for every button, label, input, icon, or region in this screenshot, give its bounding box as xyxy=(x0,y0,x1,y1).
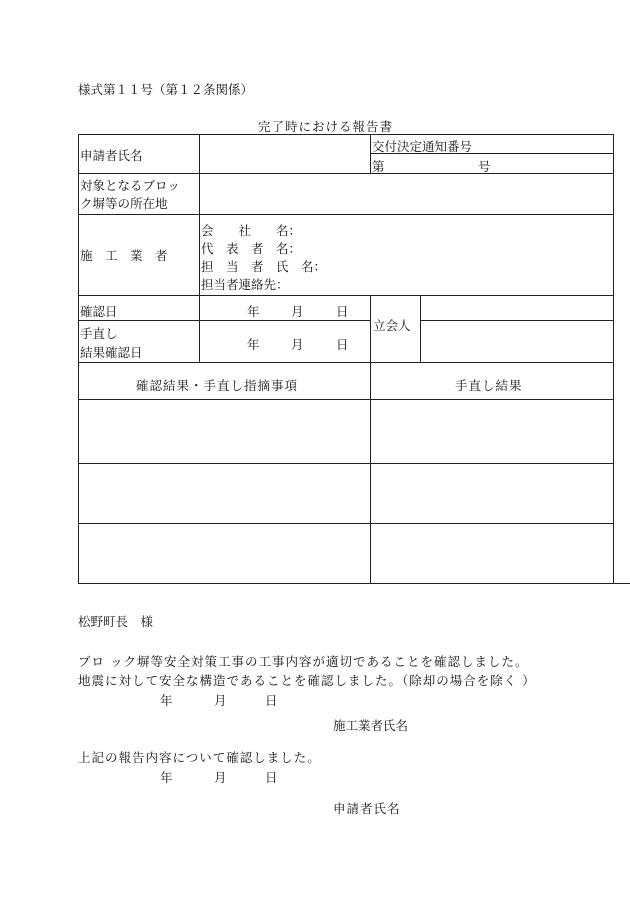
applicant-date-month: 月 xyxy=(214,770,227,785)
table-line xyxy=(199,134,200,362)
fix-date-day: 日 xyxy=(336,337,349,352)
fix-results-header: 手直し結果 xyxy=(455,378,523,393)
confirm-date-year: 年 xyxy=(247,304,260,319)
table-border-top xyxy=(78,134,614,135)
confirm-date-month: 月 xyxy=(291,304,304,319)
table-line xyxy=(78,523,614,524)
table-line xyxy=(78,214,614,215)
applicant-date-day: 日 xyxy=(265,770,278,785)
results-row-1[interactable] xyxy=(80,401,369,462)
recipient: 松野町長 様 xyxy=(78,614,154,629)
table-line xyxy=(78,399,614,400)
statement-line-1: ブロ ック塀等安全対策工事の工事内容が適切であることを確認しました。 xyxy=(78,654,529,669)
form-number: 様式第１１号（第１２条関係） xyxy=(78,82,254,97)
table-line xyxy=(420,320,614,321)
contractor-date-year: 年 xyxy=(160,693,173,708)
results-header: 確認結果・手直し指摘事項 xyxy=(136,378,299,393)
table-line xyxy=(78,173,614,174)
results-row-2[interactable] xyxy=(80,465,369,522)
fix-date-month: 月 xyxy=(291,337,304,352)
table-line xyxy=(370,134,371,173)
fix-date-label-line2: 結果確認日 xyxy=(80,345,143,360)
applicant-name-field[interactable] xyxy=(201,136,368,172)
statement-line-3: 上記の報告内容について確認しました。 xyxy=(78,750,321,765)
fix-results-row-2[interactable] xyxy=(372,465,612,522)
fix-results-row-3[interactable] xyxy=(372,525,612,582)
contact-label: 担当者連絡先： xyxy=(201,277,289,292)
confirm-date-label: 確認日 xyxy=(80,304,118,319)
contractor-date-day: 日 xyxy=(265,693,278,708)
fix-date-year: 年 xyxy=(247,337,260,352)
table-border-left xyxy=(78,134,79,584)
contractor-label: 施 工 業 者 xyxy=(80,248,168,263)
contractor-date-month: 月 xyxy=(214,693,227,708)
table-line xyxy=(78,463,614,464)
witness-label: 立会人 xyxy=(373,318,411,333)
location-label-line2: ク塀等の所在地 xyxy=(80,196,168,211)
person-in-charge-label: 担 当 者 氏 名： xyxy=(201,259,327,274)
results-row-3[interactable] xyxy=(80,525,369,582)
page-title: 完了時における報告書 xyxy=(258,119,394,134)
table-border-right xyxy=(613,134,614,584)
notice-number-prefix: 第 xyxy=(372,159,385,174)
table-line xyxy=(370,295,371,584)
witness-field-2[interactable] xyxy=(422,322,612,361)
location-label-line1: 対象となるブロッ xyxy=(80,178,180,193)
table-line xyxy=(78,320,370,321)
table-border-bottom xyxy=(78,583,630,584)
contractor-name-label: 施工業者氏名 xyxy=(333,718,409,733)
notice-number-label: 交付決定通知番号 xyxy=(372,139,473,154)
applicant-name-sign-label: 申請者氏名 xyxy=(333,801,401,816)
confirm-date-day: 日 xyxy=(336,304,349,319)
witness-field-1[interactable] xyxy=(422,297,612,319)
representative-name-label: 代 表 者 名： xyxy=(201,241,302,256)
notice-number-field[interactable] xyxy=(386,155,474,172)
applicant-date-year: 年 xyxy=(160,770,173,785)
table-line xyxy=(78,295,614,296)
location-field[interactable] xyxy=(201,175,612,213)
applicant-name-label: 申請者氏名 xyxy=(80,148,143,163)
fix-results-row-1[interactable] xyxy=(372,401,612,462)
table-line xyxy=(420,295,421,362)
table-line xyxy=(78,362,614,363)
notice-number-suffix: 号 xyxy=(478,159,491,174)
fix-date-label-line1: 手直し xyxy=(80,326,118,341)
statement-line-2: 地震に対して安全な構造であることを確認しました。（除却の場合を除く ） xyxy=(78,673,536,688)
company-name-label: 会 社 名： xyxy=(201,223,302,238)
